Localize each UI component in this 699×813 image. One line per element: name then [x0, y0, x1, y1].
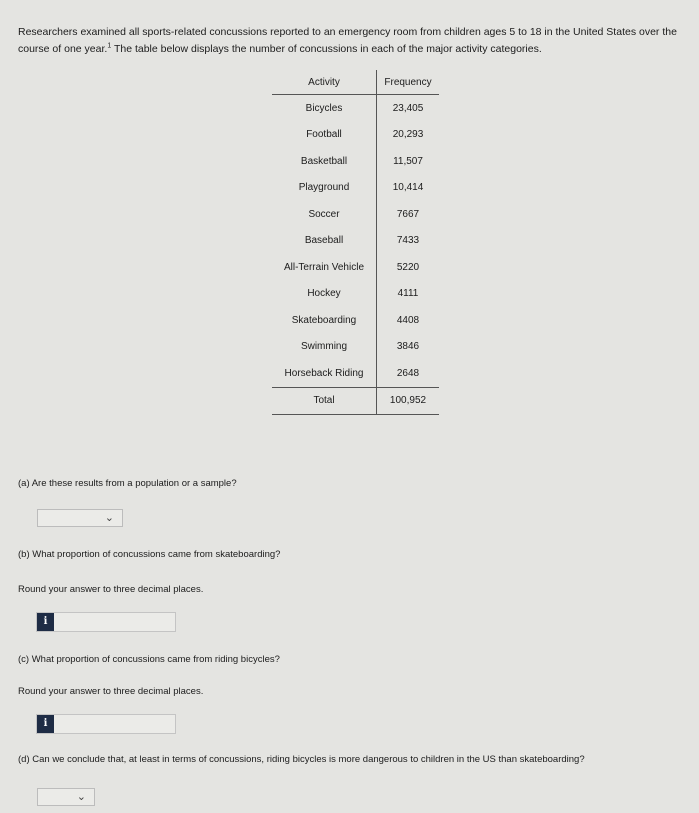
frequency-cell: 5220 [396, 261, 420, 273]
activity-cell: Playground [272, 175, 377, 202]
table-row [272, 228, 439, 255]
table-row [272, 334, 439, 361]
activity-cell: Hockey [272, 281, 377, 308]
table-total-row [272, 387, 439, 415]
chevron-down-icon: ⌄ [76, 791, 86, 803]
total-label-cell: Total [272, 387, 377, 415]
question-a-text: (a) Are these results from a population or a sample? [18, 478, 237, 489]
concussion-frequency-table [272, 70, 439, 415]
table-row [272, 175, 439, 202]
frequency-cell: 23,405 [392, 102, 424, 114]
table-header-row [272, 70, 439, 95]
info-icon[interactable]: i [37, 613, 54, 631]
question-c-answer-input[interactable] [56, 715, 178, 733]
activity-cell: Skateboarding [272, 307, 377, 334]
frequency-cell: 4408 [396, 314, 420, 326]
total-frequency-cell: 100,952 [377, 387, 440, 415]
question-d-dropdown[interactable] [37, 788, 95, 806]
activity-cell: Football [272, 122, 377, 149]
frequency-cell: 4111 [397, 288, 419, 300]
table-row [272, 122, 439, 149]
question-b-instruction: Round your answer to three decimal places. [18, 584, 204, 595]
question-c-answer-box[interactable] [36, 714, 176, 734]
table-row [272, 201, 439, 228]
frequency-cell: 20,293 [392, 129, 424, 141]
intro-text: Researchers examined all sports-related concussions reported to an emergency room from children ages 5 to 18 in the United States over the course of one year. [18, 26, 677, 55]
activity-cell: All-Terrain Vehicle [272, 254, 377, 281]
question-c-text: (c) What proportion of concussions came from riding bicycles? [18, 654, 280, 665]
problem-intro [18, 24, 688, 58]
column-header-frequency: Frequency [377, 70, 440, 95]
question-b-answer-box[interactable] [36, 612, 176, 632]
question-b-answer-input[interactable] [56, 613, 178, 631]
frequency-cell: 10,414 [392, 182, 424, 194]
question-c-instruction: Round your answer to three decimal places. [18, 686, 204, 697]
table-row [272, 281, 439, 308]
chevron-down-icon: ⌄ [104, 512, 114, 524]
intro-text-continued: The table below displays the number of concussions in each of the major activity categories. [111, 43, 542, 55]
footnote-marker: 1 [107, 42, 112, 50]
frequency-cell: 11,507 [393, 155, 423, 167]
activity-cell: Basketball [272, 148, 377, 175]
frequency-cell: 7433 [396, 235, 420, 247]
activity-cell: Baseball [272, 228, 377, 255]
table-row [272, 95, 439, 122]
table-row [272, 254, 439, 281]
table-row [272, 360, 439, 387]
info-icon[interactable]: i [37, 715, 54, 733]
activity-cell: Bicycles [272, 95, 377, 122]
column-header-activity: Activity [272, 70, 377, 95]
frequency-cell: 2648 [396, 367, 420, 379]
question-a-dropdown[interactable] [37, 509, 123, 527]
frequency-cell: 7667 [396, 208, 420, 220]
frequency-cell: 3846 [396, 341, 420, 353]
table-row [272, 307, 439, 334]
activity-cell: Swimming [272, 334, 377, 361]
activity-cell: Horseback Riding [272, 360, 377, 387]
question-d-text: (d) Can we conclude that, at least in terms of concussions, riding bicycles is more dangerous to children in the US than skateboarding? [18, 754, 585, 765]
activity-cell: Soccer [272, 201, 377, 228]
table-row [272, 148, 439, 175]
question-b-text: (b) What proportion of concussions came from skateboarding? [18, 549, 281, 560]
